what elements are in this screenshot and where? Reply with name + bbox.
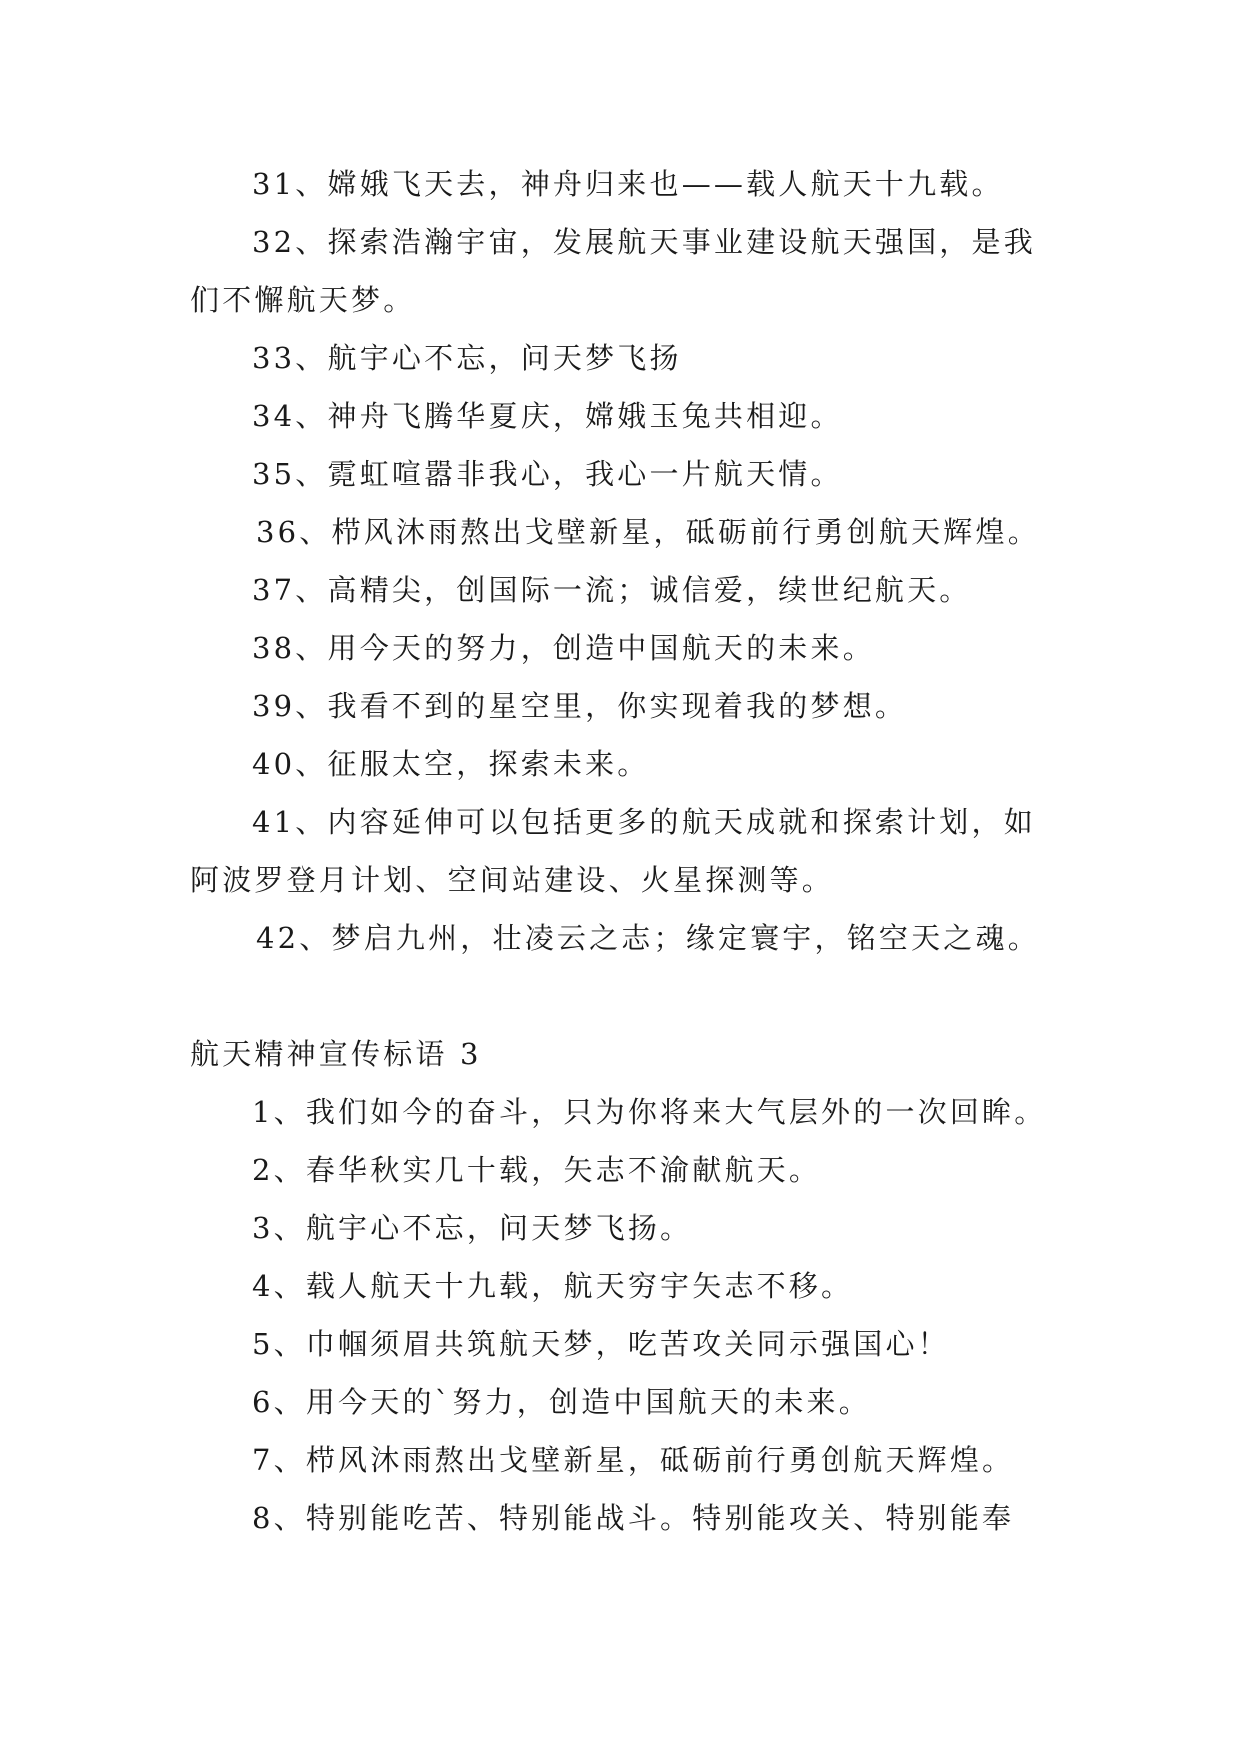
list-item: 5、巾帼须眉共筑航天梦，吃苦攻关同示强国心！ <box>252 1327 950 1361</box>
section-title: 航天精神宣传标语 3 <box>190 1037 482 1071</box>
list-item: 2、春华秋实几十载，矢志不渝献航天。 <box>252 1153 822 1187</box>
list-item-continuation: 阿波罗登月计划、空间站建设、火星探测等。 <box>190 863 835 897</box>
list-item: 32、探索浩瀚宇宙，发展航天事业建设航天强国，是我 <box>252 225 1036 259</box>
list-item: 4、载人航天十九载，航天穷宇矢志不移。 <box>252 1269 854 1303</box>
list-item: 40、征服太空，探索未来。 <box>252 747 650 781</box>
list-item: 38、用今天的努力，创造中国航天的未来。 <box>252 631 875 665</box>
list-item: 41、内容延伸可以包括更多的航天成就和探索计划，如 <box>252 805 1036 839</box>
list-item: 34、神舟飞腾华夏庆，嫦娥玉兔共相迎。 <box>252 399 843 433</box>
list-item: 35、霓虹喧嚣非我心，我心一片航天情。 <box>252 457 843 491</box>
list-item: 6、用今天的`努力，创造中国航天的未来。 <box>252 1385 871 1419</box>
list-item: 1、我们如今的奋斗，只为你将来大气层外的一次回眸。 <box>252 1095 1047 1129</box>
list-item: 42、梦启九州，壮凌云之志；缘定寰宇，铭空天之魂。 <box>256 921 1040 955</box>
list-item: 39、我看不到的星空里，你实现着我的梦想。 <box>252 689 908 723</box>
list-item: 36、栉风沐雨熬出戈壁新星，砥砺前行勇创航天辉煌。 <box>256 515 1040 549</box>
list-item: 3、航宇心不忘，问天梦飞扬。 <box>252 1211 693 1245</box>
list-item: 7、栉风沐雨熬出戈壁新星，砥砺前行勇创航天辉煌。 <box>252 1443 1015 1477</box>
list-item: 33、航宇心不忘，问天梦飞扬 <box>252 341 682 375</box>
list-item: 37、高精尖，创国际一流；诚信爱，续世纪航天。 <box>252 573 972 607</box>
list-item: 8、特别能吃苦、特别能战斗。特别能攻关、特别能奉 <box>252 1501 1015 1535</box>
list-item: 31、嫦娥飞天去，神舟归来也——载人航天十九载。 <box>252 167 1004 201</box>
list-item-continuation: 们不懈航天梦。 <box>190 283 416 317</box>
